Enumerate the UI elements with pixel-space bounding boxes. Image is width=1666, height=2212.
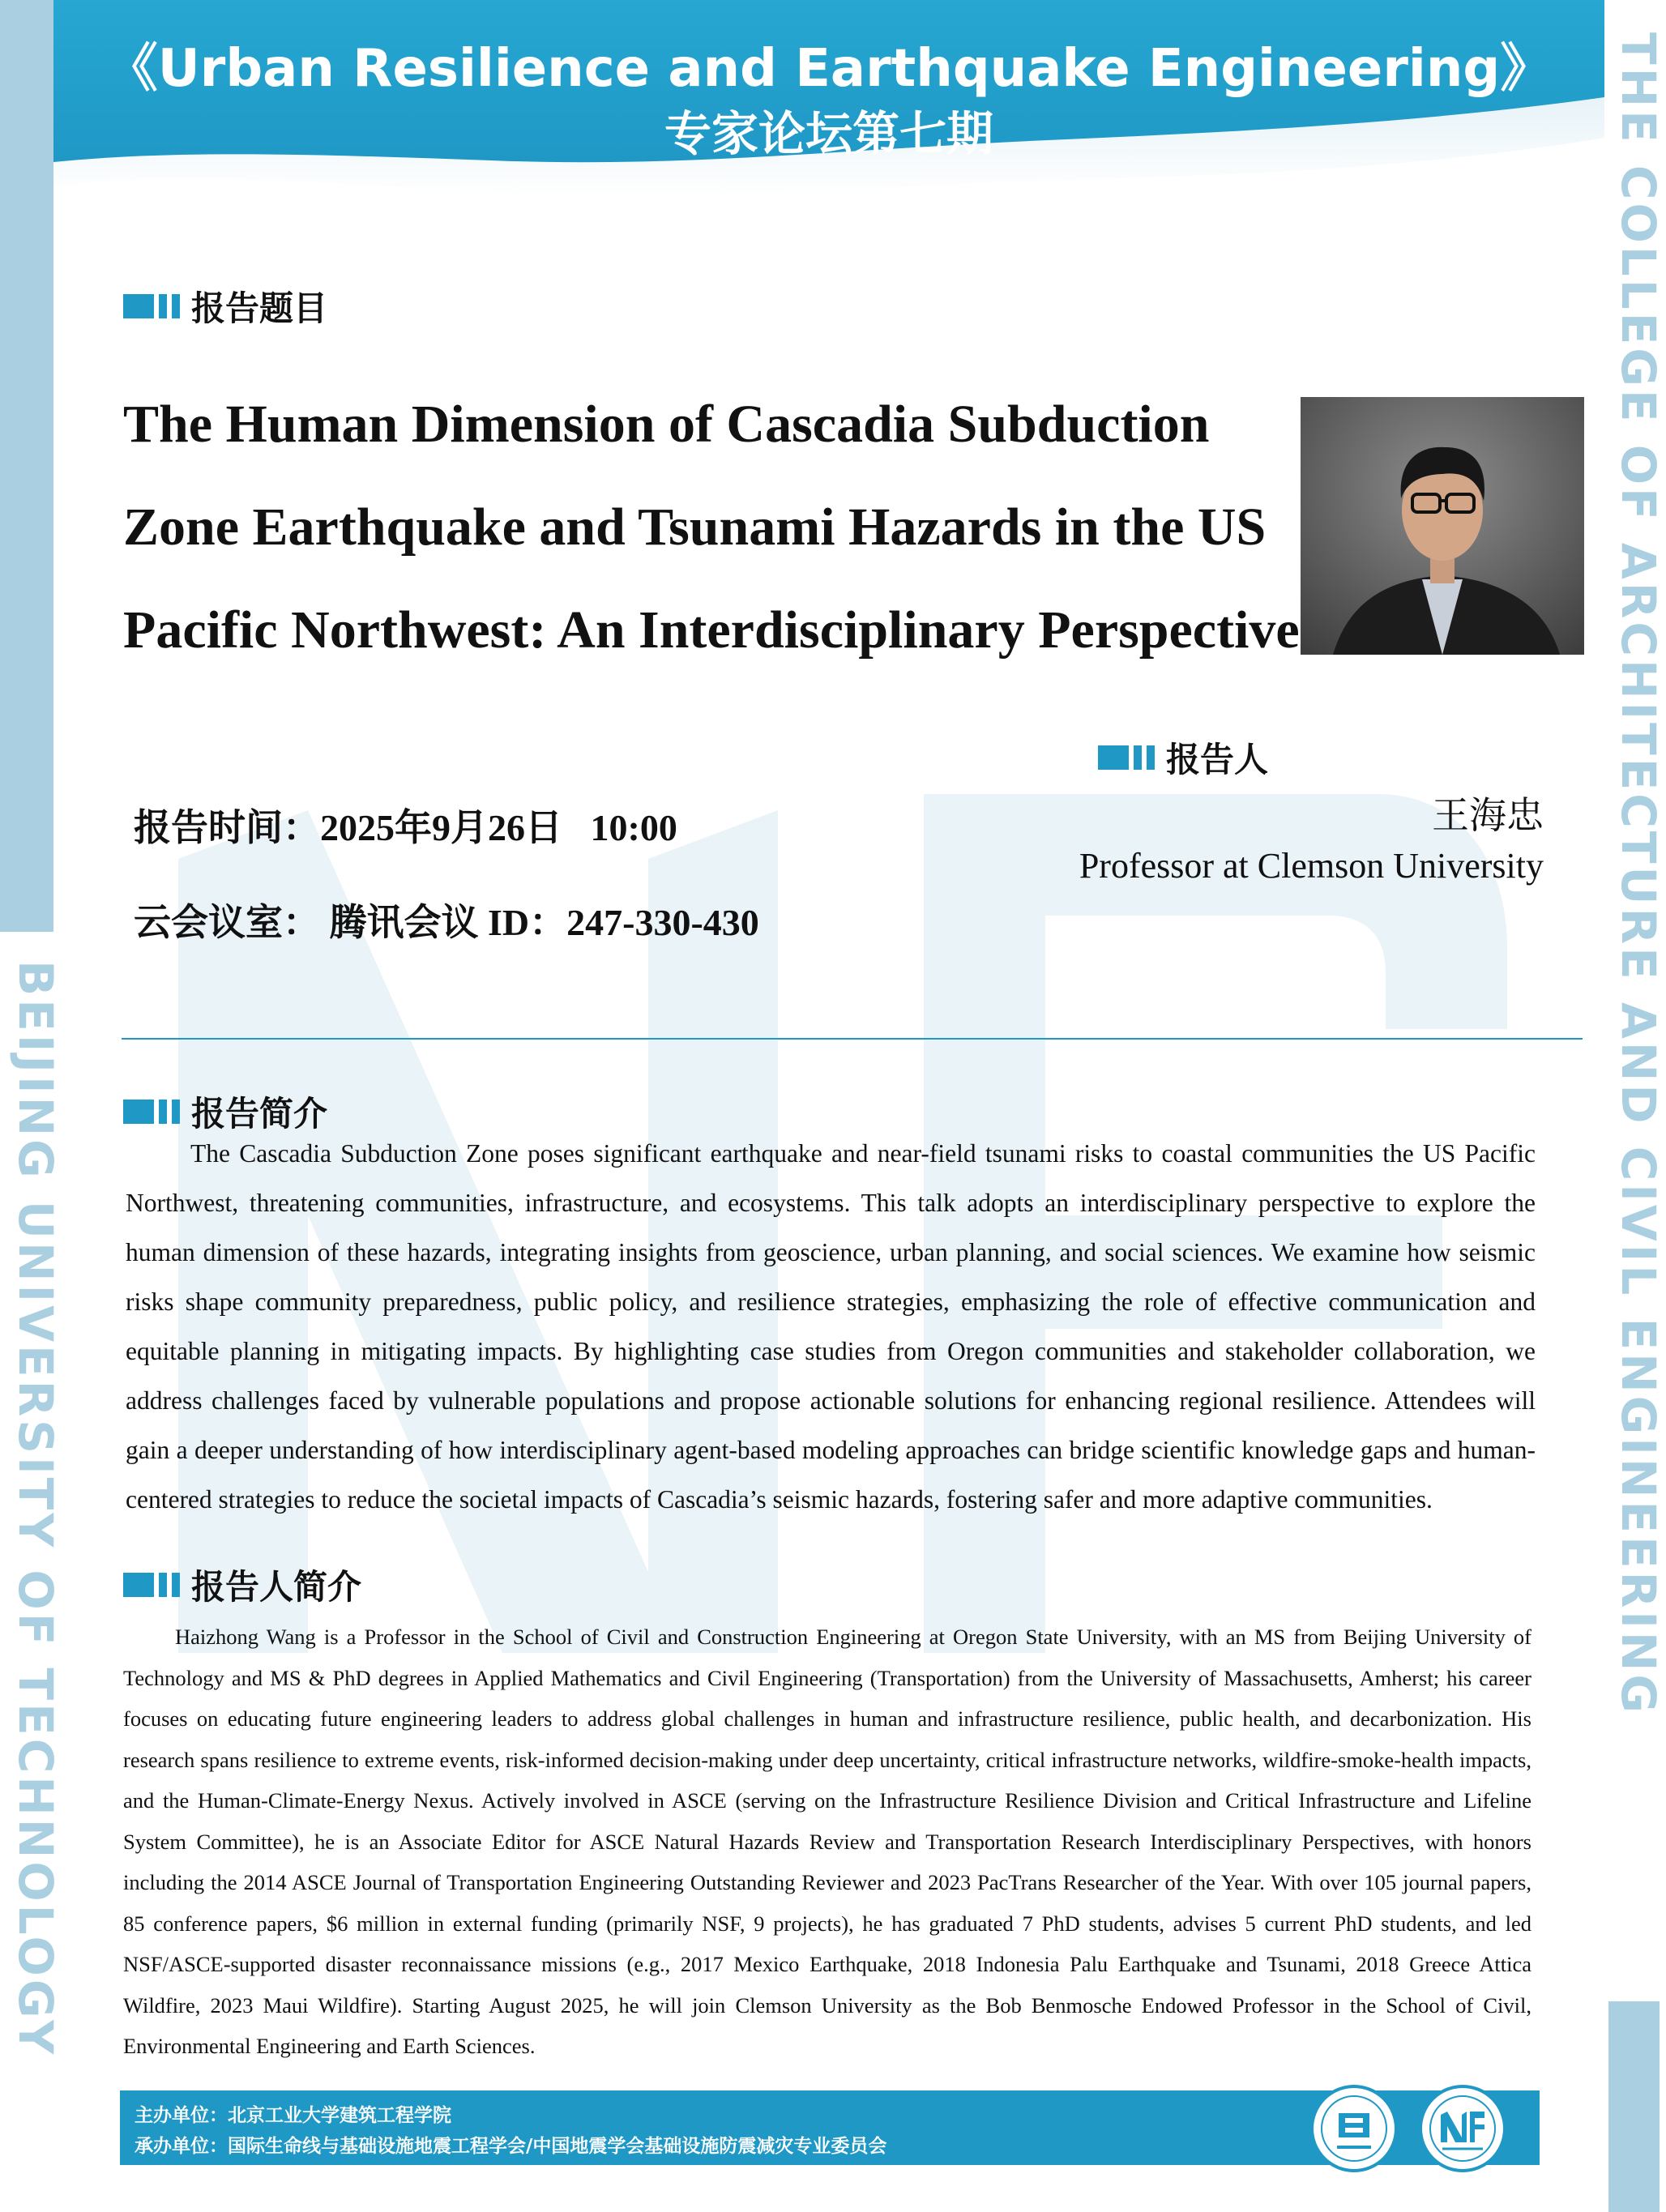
meeting-platform: 腾讯会议 xyxy=(329,900,479,944)
right-vertical-text xyxy=(1604,0,1666,1941)
section-heading-topic: 报告题目 xyxy=(123,282,327,331)
section-heading-abstract: 报告简介 xyxy=(123,1087,327,1136)
speaker-name: 王海忠 xyxy=(1432,793,1544,837)
section-marker-icon xyxy=(1098,745,1155,770)
co-organizer: 承办单位：国际生命线与基础设施地震工程学会/中国地震学会基础设施防震减灾专业委员会 xyxy=(135,2136,887,2157)
section-marker-icon xyxy=(123,1100,180,1124)
right-decor-bar xyxy=(1608,2001,1660,2212)
abstract-text: The Cascadia Subduction Zone poses significant earthquake and near-field tsunami risks to coastal communities the US Pacific Northwest, threatening communities, infrastructure, and ecosystems. This talk adopts an interdisciplinary perspective to explore the human dimension of these hazards, integrating insights from geoscience, urban planning, and social sciences. We examine how seismic risks shape community preparedness, public policy, and resilience strategies, emphasizing the role of effective communication and equitable planning in mitigating impacts. By highlighting case studies from Oregon communities and stakeholder collaboration, we address challenges faced by vulnerable populations and propose actionable solutions for enhancing regional resilience. Attendees will gain a deeper understanding of how interdisciplinary agent-based modeling approaches can bridge scientific knowledge gaps and human-centered strategies to reduce the societal impacts of Cascadia’s seismic hazards, fostering safer and more adaptive communities. xyxy=(126,1139,1536,1514)
section-heading-speaker: 报告人 xyxy=(1098,733,1268,782)
speaker-position: Professor at Clemson University xyxy=(1079,846,1544,886)
talk-time-value: 2025年9月26日 10:00 xyxy=(320,807,677,848)
speaker-bio-text: Haizhong Wang is a Professor in the School of Civil and Construction Engineering at Oregon State University, with an MS from Beijing University of Technology and MS & PhD degrees in Applied Mathematics and Civil Engineering (Transportation) from the University of Massachusetts, Amherst; his career focuses on educating future engineering leaders to address global challenges in human and infrastructure resilience, public health, and decarbonization. His research spans resilience to extreme events, risk-informed decision-making under deep uncertainty, critical infrastructure networks, wildfire-smoke-health impacts, and the Human-Climate-Energy Nexus. Actively involved in ASCE (serving on the Infrastructure Resilience Division and Critical Infrastructure and Lifeline System Committee), he is an Associate Editor for ASCE Natural Hazards Review and Transportation Research Interdisciplinary Perspectives, with honors including the 2014 ASCE Journal of Transportation Engineering Outstanding Reviewer and 2023 PacTrans Researcher of the Year. With over 105 journal papers, 85 conference papers, $6 million in external funding (primarily NSF, 9 projects), he has graduated 7 PhD students, advises 5 current PhD students, and led NSF/ASCE-supported disaster reconnaissance missions (e.g., 2017 Mexico Earthquake, 2018 Indonesia Palu Earthquake and Tsunami, 2018 Greece Attica Wildfire, 2023 Maui Wildfire). Starting August 2025, he will join Clemson University as the Bob Benmosche Endowed Professor in the School of Civil, Environmental Engineering and Earth Sciences. xyxy=(123,1625,1531,2058)
left-vertical-text xyxy=(0,960,63,2212)
college-logo xyxy=(1418,2084,1507,2173)
talk-time: 报告时间：2025年9月26日 10:00 xyxy=(134,805,677,849)
host-organization: 主办单位：北京工业大学建筑工程学院 xyxy=(135,2105,451,2126)
left-decor-bar xyxy=(0,0,53,932)
speaker-photo xyxy=(1301,397,1584,655)
university-logo xyxy=(1309,2084,1399,2173)
forum-title: 《Urban Resilience and Earthquake Engineering》 xyxy=(105,39,1553,99)
university-name-vertical: BEIJING UNIVERSITY OF TECHNOLOGY xyxy=(8,960,63,2058)
meeting-room: 云会议室： 腾讯会议 ID：247-330-430 xyxy=(134,900,759,944)
section-heading-bio: 报告人简介 xyxy=(123,1561,361,1609)
college-name-vertical: THE COLLEGE OF ARCHITECTURE AND CIVIL ENGINEERING xyxy=(1611,32,1666,1717)
divider-line xyxy=(122,1038,1583,1040)
section-marker-icon xyxy=(123,1573,180,1597)
talk-title: The Human Dimension of Cascadia Subduction Zone Earthquake and Tsunami Hazards in the US Pacific Northwest: An Interdisciplinary Perspective xyxy=(123,395,1300,660)
forum-issue: 专家论坛第七期 xyxy=(664,106,993,161)
meeting-id: ID：247-330-430 xyxy=(478,902,759,943)
header-title xyxy=(53,34,1604,164)
section-marker-icon xyxy=(123,294,180,318)
